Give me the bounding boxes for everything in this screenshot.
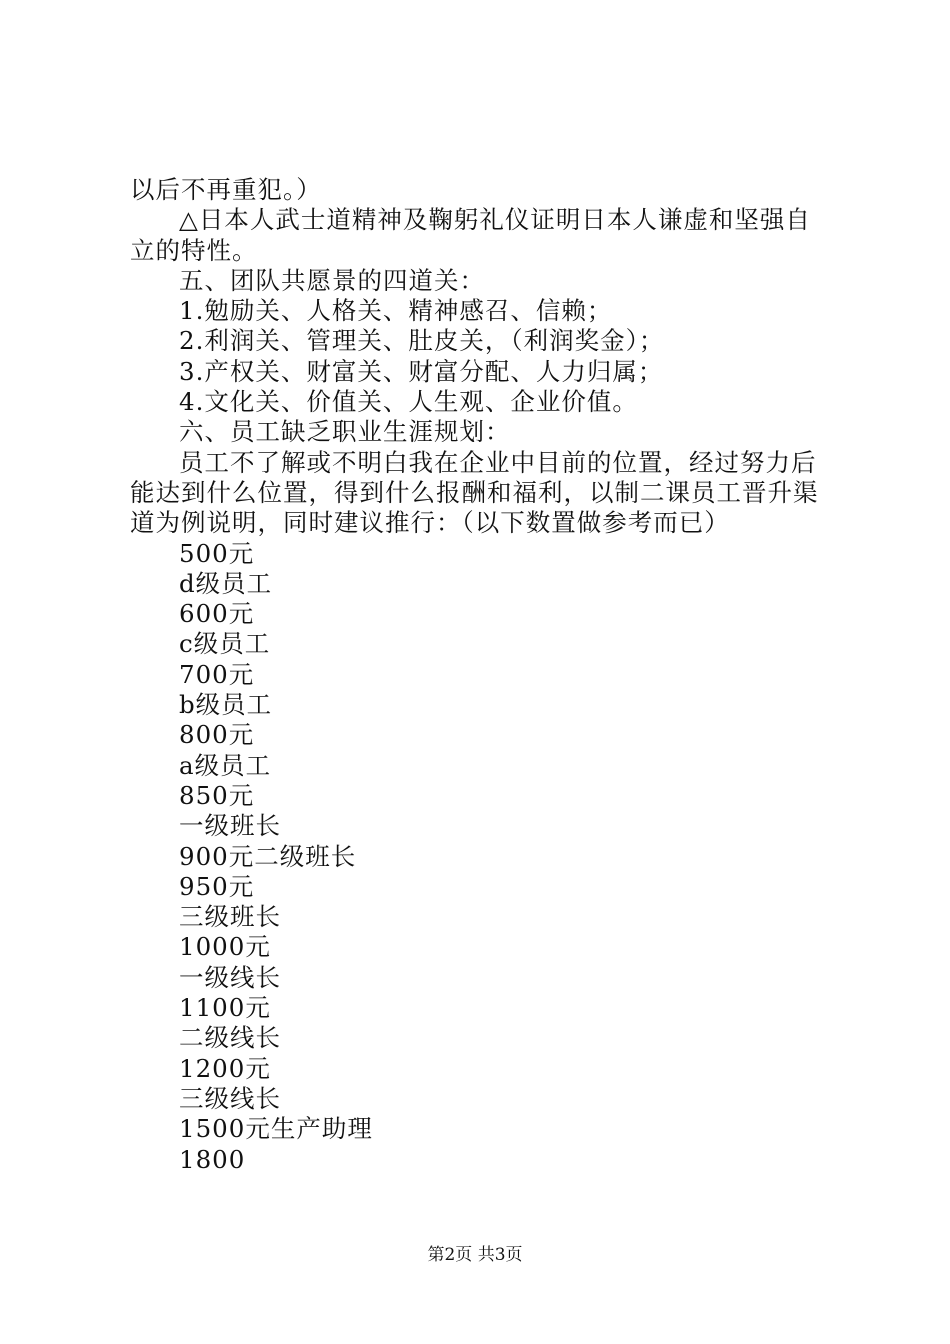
document-body (130, 175, 835, 1175)
ladder-line: 二级线长 (179, 1023, 281, 1053)
ladder-line: 1800 (179, 1144, 246, 1174)
ladder-line: 三级班长 (179, 902, 281, 932)
ladder-line: 三级线长 (179, 1083, 281, 1113)
ladder-line: 600元 (179, 599, 255, 629)
ladder-line: c级员工 (179, 629, 271, 659)
ladder-line: 700元 (179, 659, 255, 689)
list-item-2: 2.利润关、管理关、肚皮关，（利润奖金）； (179, 326, 665, 356)
ladder-line: 1000元 (179, 932, 271, 962)
page-footer (0, 1244, 950, 1266)
list-item-3: 3.产权关、财富关、财富分配、人力归属； (179, 356, 664, 386)
page-number: 第2页 共3页 (427, 1245, 523, 1265)
ladder-line: 一级班长 (179, 811, 281, 841)
ladder-line: 1100元 (179, 993, 271, 1023)
ladder-line: b级员工 (179, 690, 273, 720)
ladder-line: 1500元生产助理 (179, 1114, 373, 1144)
list-item-1: 1.勉励关、人格关、精神感召、信赖； (179, 296, 613, 326)
ladder-line: 1200元 (179, 1053, 271, 1083)
ladder-line: 900元二级班长 (179, 841, 357, 871)
paragraph-continuation: 以后不再重犯。） (130, 175, 322, 204)
ladder-line: d级员工 (179, 568, 273, 598)
ladder-line: 800元 (179, 720, 255, 750)
paragraph-career-plan: 员工不了解或不明白我在企业中目前的位置，经过努力后能达到什么位置，得到什么报酬和福利，以制二课员工晋升渠道为例说明，同时建议推行：（以下数置做参考而已） (130, 447, 819, 538)
ladder-line: 850元 (179, 780, 255, 810)
section-heading-six: 六、员工缺乏职业生涯规划： (179, 417, 511, 447)
paragraph-bushido: △日本人武士道精神及鞠躬礼仪证明日本人谦虚和坚强自立的特性。 (130, 205, 811, 265)
promotion-ladder (130, 539, 835, 1175)
ladder-line: a级员工 (179, 750, 272, 780)
ladder-line: 一级线长 (179, 962, 281, 992)
list-item-4: 4.文化关、价值关、人生观、企业价值。 (179, 387, 638, 417)
section-heading-five: 五、团队共愿景的四道关： (179, 265, 485, 295)
ladder-line: 500元 (179, 538, 255, 568)
ladder-line: 950元 (179, 871, 255, 901)
